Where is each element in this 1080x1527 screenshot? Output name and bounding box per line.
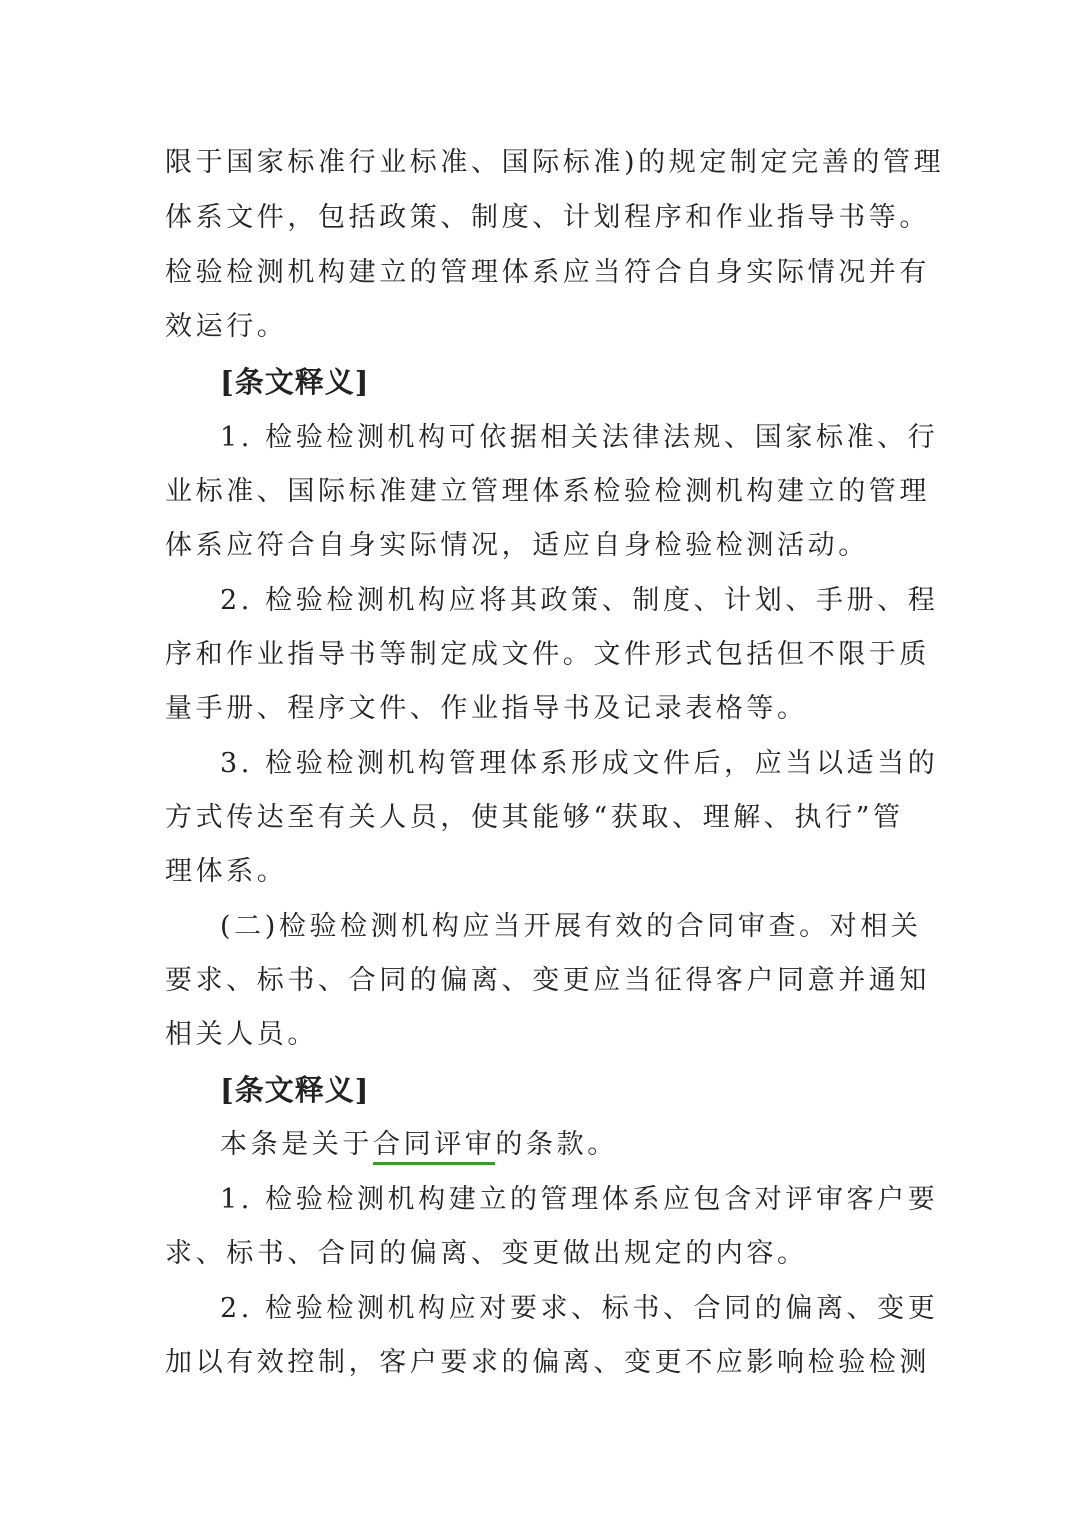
list-item-line: 体系应符合自身实际情况，适应自身检验检测活动。 [165, 530, 869, 561]
intro-prefix: 本条是关于 [220, 1129, 373, 1160]
intro-line [220, 1125, 618, 1165]
list-item-line: 业标准、国际标准建立管理体系检验检测机构建立的管理 [165, 476, 930, 507]
paragraph-line: 限于国家标准行业标准、国际标准)的规定制定完善的管理 [165, 147, 945, 178]
list-item-line: 1. 检验检测机构建立的管理体系应包含对评审客户要 [220, 1184, 939, 1215]
clause-line: (二)检验检测机构应当开展有效的合同审查。对相关 [220, 911, 922, 942]
list-item-line: 3. 检验检测机构管理体系形成文件后，应当以适当的 [220, 748, 939, 779]
list-item-line: 2. 检验检测机构应将其政策、制度、计划、手册、程 [220, 585, 939, 616]
section-heading: [条文释义] [220, 365, 370, 399]
list-item-line: 理体系。 [165, 856, 288, 887]
list-item-line: 加以有效控制，客户要求的偏离、变更不应影响检验检测 [165, 1347, 930, 1378]
highlighted-term: 合同评审 [373, 1129, 495, 1165]
paragraph-line: 体系文件，包括政策、制度、计划程序和作业指导书等。 [165, 202, 930, 233]
clause-line: 要求、标书、合同的偏离、变更应当征得客户同意并通知 [165, 965, 930, 996]
list-item-line: 2. 检验检测机构应对要求、标书、合同的偏离、变更 [220, 1293, 939, 1324]
paragraph-line: 效运行。 [165, 311, 288, 342]
list-item-line: 序和作业指导书等制定成文件。文件形式包括但不限于质 [165, 639, 930, 670]
clause-line: 相关人员。 [165, 1019, 318, 1050]
section-heading: [条文释义] [220, 1073, 370, 1107]
intro-suffix: 的条款。 [495, 1129, 618, 1160]
list-item-line: 量手册、程序文件、作业指导书及记录表格等。 [165, 693, 808, 724]
paragraph-line: 检验检测机构建立的管理体系应当符合自身实际情况并有 [165, 257, 930, 288]
list-item-line: 方式传达至有关人员，使其能够“获取、理解、执行”管 [165, 802, 904, 833]
list-item-line: 1. 检验检测机构可依据相关法律法规、国家标准、行 [220, 422, 939, 453]
list-item-line: 求、标书、合同的偏离、变更做出规定的内容。 [165, 1238, 808, 1269]
